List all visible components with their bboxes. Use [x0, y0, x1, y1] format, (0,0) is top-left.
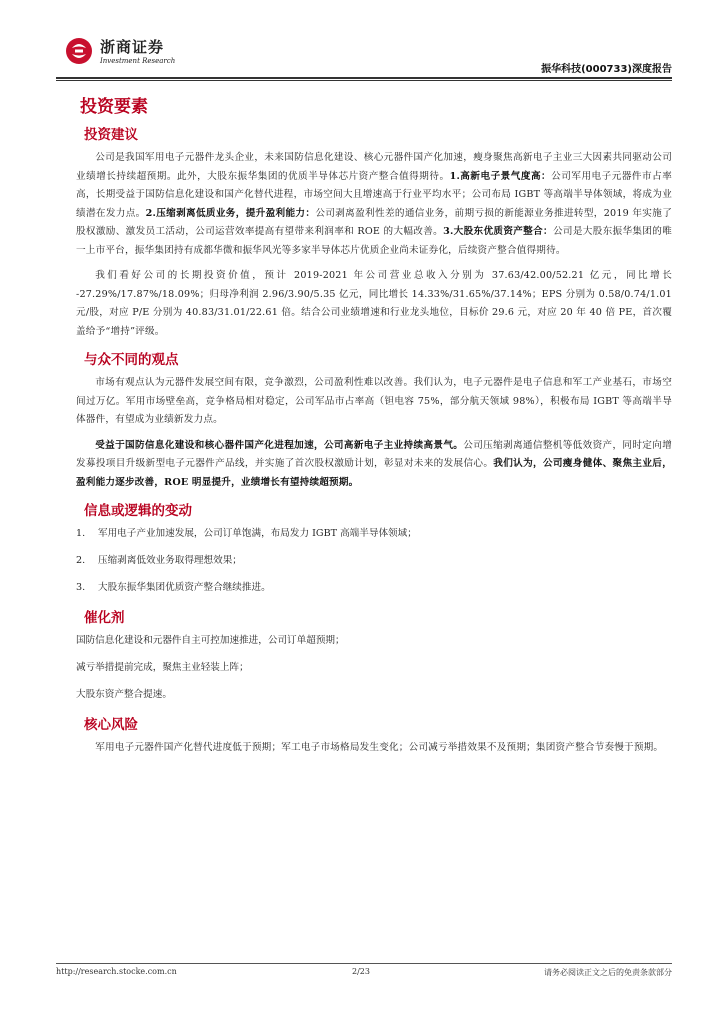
catalyst-item: 大股东资产整合提速。 — [76, 689, 172, 700]
different-paragraph-2: 受益于国防信息化建设和核心器件国产化进程加速，公司高新电子主业持续高景气。公司压缩剥离通信整机等低效资产，同时定向增发募投项目升级新型电子元器件产品线，并实施了首次股权激励计划，彰显对未来的发展信心。我们认为，公司瘦身健体、聚焦主业后，盈利能力逐步改善，ROE 明显提升，业绩增长有望持续超预期。 — [76, 439, 672, 488]
list-item: 1. 军用电子产业加速发展，公司订单饱满，布局发力 IGBT 高端半导体领域； — [76, 528, 417, 539]
section-title-catalyst: 催化剂 — [84, 610, 125, 626]
footer-divider — [56, 963, 672, 964]
header-divider — [56, 77, 672, 79]
catalyst-item: 国防信息化建设和元器件自主可控加速推进，公司订单超预期； — [76, 635, 345, 646]
logo-icon — [64, 36, 94, 66]
advice-paragraph-1: 公司是我国军用电子元器件龙头企业，未来国防信息化建设、核心元器件国产化加速，瘦身聚焦高新电子主业三大因素共同驱动公司业绩增长持续超预期。此外，大股东振华集团的优质半导体芯片资产整合值得期待。1.高新电子景气度高：公司军用电子元器件市占率高，长期受益于国防信息化建设和国产化替代进程，市场空间大且增速高于行业平均水平；公司布局 IGBT 等高端半导体领域，将成为业绩潜在发力点。2.压缩剥离低质业务，提升盈利能力：公司剥离盈利性差的通信业务，前期亏损的新能源业务推进转型，2019 年实施了股权激励、激发员工活动，公司运营效率提高有望带来利润率和 ROE 的大幅改善。3.大股东优质资产整合：公司是大股东振华集团的唯一上市平台，振华集团持有成都华微和振华风光等多家半导体芯片优质企业尚未证券化，后续资产整合值得期待。 — [76, 152, 673, 256]
report-body — [76, 92, 672, 765]
advice-paragraph-2: 我们看好公司的长期投资价值，预计 2019-2021 年公司营业总收入分别为 37.63/42.00/52.21 亿元，同比增长 -27.29%/17.87%/18.09%；归母净利润 2.96/3.90/5.35 亿元，同比增长 14.33%/31.65%/37.14%；EPS 分别为 0.58/0.74/1.01 元/股，对应 P/E 分别为 40.83/31.01/22.61 倍。结合公司业绩增速和行业龙头地位，目标价 29.6 元，对应 20 年 40 倍 PE，首次覆盖给予“增持”评级。 — [76, 270, 672, 337]
header-divider-thin — [56, 80, 672, 81]
logo-subtext: Investment Research — [100, 57, 176, 65]
page-number: 2/23 — [352, 967, 370, 976]
section-title-advice: 投资建议 — [84, 127, 138, 143]
different-paragraph-1: 市场有观点认为元器件发展空间有限，竞争激烈，公司盈利性难以改善。我们认为，电子元器件是电子信息和军工产业基石，市场空间过万亿。军用市场壁垒高，竞争格局相对稳定，公司军品市占率高（钽电容 75%，部分航天领域 98%），积极布局 IGBT 等高端半导体器件，有望成为业绩新发力点。 — [76, 377, 672, 425]
page-title: 投资要素 — [80, 97, 148, 117]
change-list — [76, 525, 672, 597]
list-item: 3. 大股东振华集团优质资产整合继续推进。 — [76, 582, 271, 593]
section-title-risk: 核心风险 — [84, 717, 138, 733]
risk-paragraph: 军用电子元器件国产化替代进度低于预期；军工电子市场格局发生变化；公司减亏举措效果不及预期；集团资产整合节奏慢于预期。 — [95, 742, 664, 753]
footer-url-link[interactable]: http://research.stocke.com.cn — [56, 967, 177, 976]
catalyst-item: 减亏举措提前完成，聚焦主业轻装上阵； — [76, 662, 249, 673]
list-item: 2. 压缩剥离低效业务取得理想效果； — [76, 555, 242, 566]
page-header — [56, 30, 672, 78]
report-title: 振华科技(000733)深度报告 — [541, 64, 672, 75]
logo-text: 浙商证券 — [100, 38, 165, 56]
section-title-different: 与众不同的观点 — [84, 352, 179, 368]
footer-disclaimer: 请务必阅读正文之后的免责条款部分 — [544, 968, 672, 977]
section-title-change: 信息或逻辑的变动 — [84, 503, 192, 519]
